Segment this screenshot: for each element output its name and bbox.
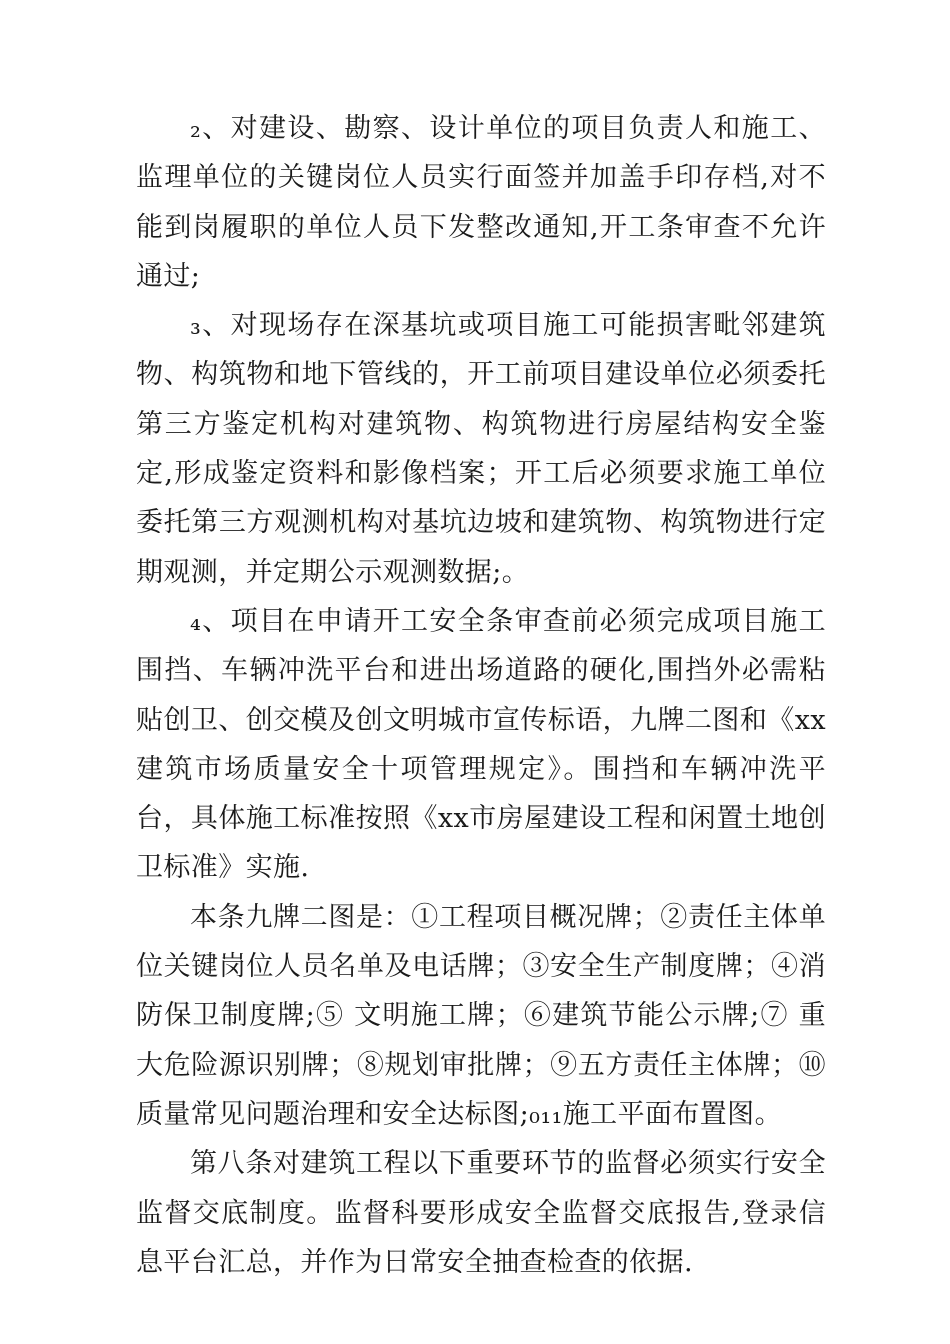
document-body [136,104,826,1287]
paragraph-article-8: 第八条对建筑工程以下重要环节的监督必须实行安全监督交底制度。监督科要形成安全监督交底报告,登录信息平台汇总，并作为日常安全抽查检查的依据. [136,1148,826,1278]
paragraph-item-4: ₄、项目在申请开工安全条审查前必须完成项目施工围挡、车辆冲洗平台和进出场道路的硬化,围挡外必需粘贴创卫、创交模及创文明城市宣传标语，九牌二图和《xx建筑市场质量安全十项管理规定》。围挡和车辆冲洗平台，具体施工标准按照《xx市房屋建设工程和闲置土地创卫标准》实施. [136,605,826,884]
paragraph-nine-signs-two-maps: 本条九牌二图是：①工程项目概况牌；②责任主体单位关键岗位人员名单及电话牌；③安全生产制度牌；④消防保卫制度牌;⑤ 文明施工牌；⑥建筑节能公示牌;⑦ 重大危险源识别牌；⑧规划审批牌；⑨五方责任主体牌；⑩质量常见问题治理和安全达标图;₀₁₁施工平面布置图。 [136,901,826,1130]
paragraph-item-3: ₃、对现场存在深基坑或项目施工可能损害毗邻建筑物、构筑物和地下管线的，开工前项目建设单位必须委托第三方鉴定机构对建筑物、构筑物进行房屋结构安全鉴定,形成鉴定资料和影像档案；开工后必须要求施工单位委托第三方观测机构对基坑边坡和建筑物、构筑物进行定期观测，并定期公示观测数据;。 [136,310,826,588]
paragraph-item-2: ₂、对建设、勘察、设计单位的项目负责人和施工、监理单位的关键岗位人员实行面签并加盖手印存档,对不能到岗履职的单位人员下发整改通知,开工条审查不允许通过; [136,113,826,292]
